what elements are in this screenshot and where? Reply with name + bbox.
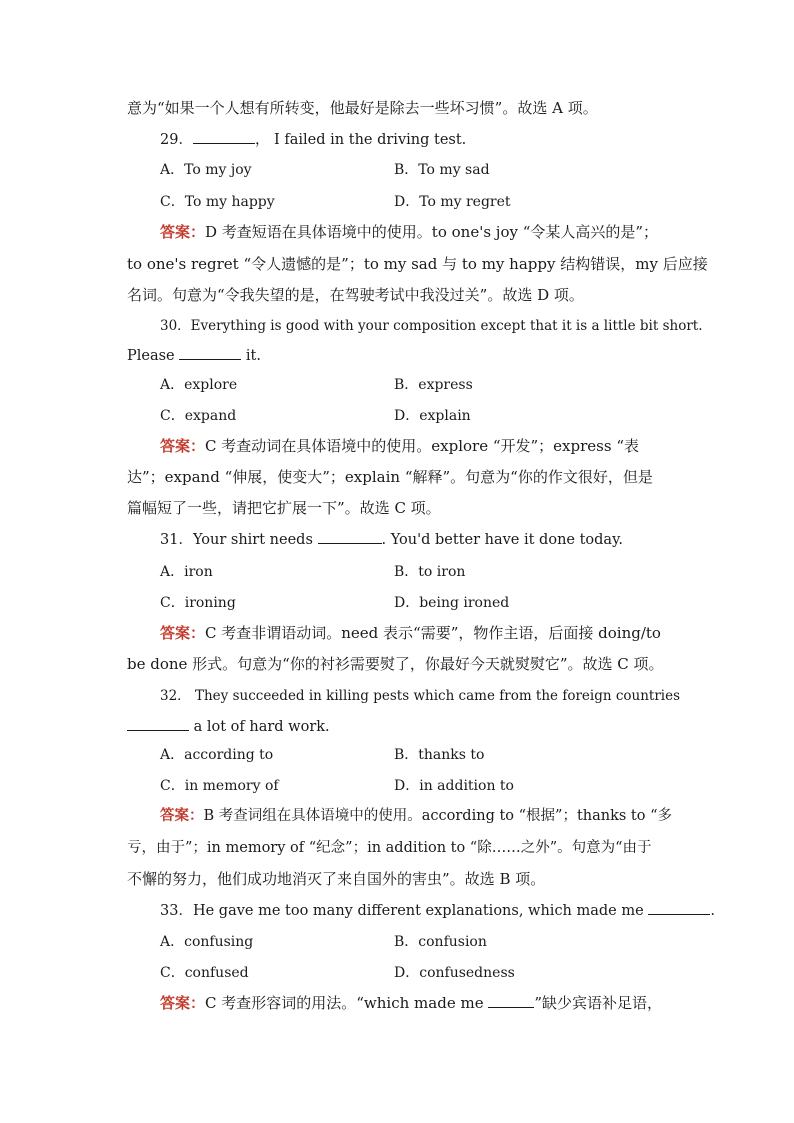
answer-blank: [127, 716, 189, 731]
question-30-stem-2: Please it.: [127, 345, 261, 366]
answer-30-line-2: 达”；expand “伸展，使变大”；explain “解释”。句意为“你的作文很好，但是: [127, 468, 653, 486]
option-a: A．To my joy: [160, 162, 252, 178]
answer-blank: [318, 529, 382, 544]
option-b: B．express: [394, 377, 473, 393]
answer-32-line-3: 不懈的努力，他们成功地消灭了来自国外的害虫”。故选 B 项。: [127, 870, 546, 888]
option-c: C．in memory of: [160, 778, 279, 794]
answer-blank: [488, 993, 534, 1008]
answer-32-line-1: 答案：B 考查词组在具体语境中的使用。according to “根据”；thanks to “多: [160, 807, 673, 824]
option-a: A．confusing: [160, 934, 254, 950]
answer-30-line-1: 答案：C 考查动词在具体语境中的使用。explore “开发”；express “表: [160, 437, 639, 455]
answer-blank: [179, 345, 241, 360]
answer-label: 答案：: [160, 994, 206, 1012]
question-32-stem-2: a lot of hard work.: [127, 716, 330, 737]
option-d: D．in addition to: [394, 778, 514, 794]
option-a: A．iron: [160, 564, 213, 580]
answer-32-line-2: 亏，由于”；in memory of “纪念”；in addition to “除……之外”。句意为“由于: [127, 840, 652, 856]
answer-31-line-2: be done 形式。句意为“你的衬衫需要熨了，你最好今天就熨熨它”。故选 C 项。: [127, 655, 664, 673]
option-d: D．explain: [394, 408, 471, 424]
answer-label: 答案：: [160, 223, 206, 241]
question-33-stem: 33．He gave me too many different explanations, which made me .: [160, 900, 715, 921]
question-29-stem: 29． ， I failed in the driving test.: [160, 129, 466, 150]
option-c: C．To my happy: [160, 194, 275, 210]
answer-blank: [193, 129, 255, 144]
answer-blank: [648, 900, 710, 915]
option-a: A．explore: [160, 377, 238, 393]
question-32-stem-1: 32． They succeeded in killing pests which came from the foreign countries: [160, 688, 681, 704]
answer-33-line-1: 答案：C 考查形容词的用法。“which made me ”缺少宾语补足语，: [160, 994, 663, 1012]
option-c: C．confused: [160, 965, 249, 981]
text-line: 意为“如果一个人想有所转变，他最好是除去一些坏习惯”。故选 A 项。: [127, 99, 598, 117]
question-30-stem-1: 30．Everything is good with your composition except that it is a little bit short.: [160, 318, 703, 334]
answer-29-line-3: 名词。句意为“令我失望的是，在驾驶考试中我没过关”。故选 D 项。: [127, 286, 584, 304]
option-d: D．confusedness: [394, 965, 515, 981]
option-a: A．according to: [160, 747, 274, 763]
option-c: C．ironing: [160, 595, 236, 611]
option-b: B．to iron: [394, 564, 466, 580]
option-d: D．being ironed: [394, 595, 510, 611]
option-d: D．To my regret: [394, 194, 511, 210]
question-31-stem: 31．Your shirt needs . You'd better have it done today.: [160, 529, 623, 550]
option-b: B．To my sad: [394, 162, 490, 178]
answer-label: 答案：: [160, 624, 206, 642]
answer-label: 答案：: [160, 807, 204, 824]
option-b: B．thanks to: [394, 747, 485, 763]
option-b: B．confusion: [394, 934, 487, 950]
answer-29-line-2: to one's regret “令人遗憾的是”；to my sad 与 to my happy 结构错误，my 后应接: [127, 255, 708, 273]
answer-31-line-1: 答案：C 考查非谓语动词。need 表示“需要”，物作主语，后面接 doing/to: [160, 624, 661, 642]
option-c: C．expand: [160, 408, 237, 424]
answer-label: 答案：: [160, 437, 206, 455]
answer-30-line-3: 篇幅短了一些，请把它扩展一下”。故选 C 项。: [127, 499, 441, 517]
answer-29-line-1: 答案：D 考查短语在具体语境中的使用。to one's joy “令某人高兴的是”；: [160, 223, 659, 241]
